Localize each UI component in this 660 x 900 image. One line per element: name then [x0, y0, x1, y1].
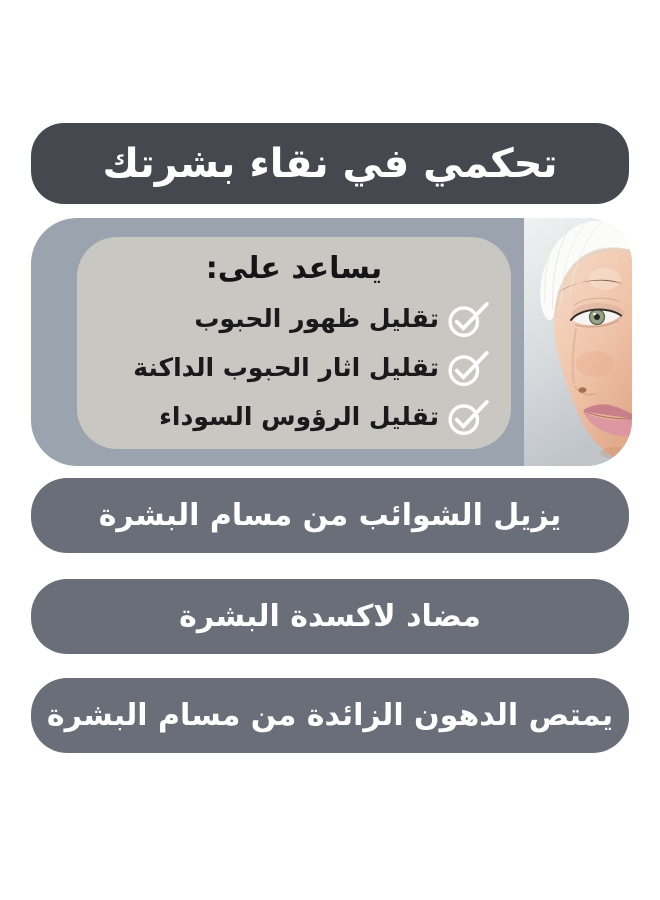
benefit-item-label: تقليل اثار الحبوب الداكنة — [133, 353, 439, 382]
benefit-item — [91, 392, 497, 441]
benefits-card — [31, 218, 632, 466]
feature-banner-absorbs-oil — [31, 678, 629, 753]
benefit-item-label: تقليل ظهور الحبوب — [194, 304, 439, 333]
check-icon — [447, 397, 493, 437]
feature-banner-remove-impurities — [31, 478, 629, 553]
check-icon — [447, 299, 493, 339]
benefits-title: يساعد على: — [205, 251, 383, 286]
benefit-item-label: تقليل الرؤوس السوداء — [159, 402, 439, 431]
feature-banner-label: يمتص الدهون الزائدة من مسام البشرة — [46, 698, 614, 733]
header-banner — [31, 123, 629, 204]
feature-banner-label: يزيل الشوائب من مسام البشرة — [98, 498, 562, 533]
benefit-item — [91, 294, 497, 343]
benefit-item — [91, 343, 497, 392]
woman-face-illustration — [524, 218, 632, 466]
model-photo — [524, 218, 632, 466]
header-label: تحكمي في نقاء بشرتك — [102, 140, 558, 187]
check-icon — [447, 348, 493, 388]
benefits-inner-panel — [77, 237, 511, 449]
feature-banner-antioxidant — [31, 579, 629, 654]
feature-banner-label: مضاد لاكسدة البشرة — [179, 599, 481, 634]
